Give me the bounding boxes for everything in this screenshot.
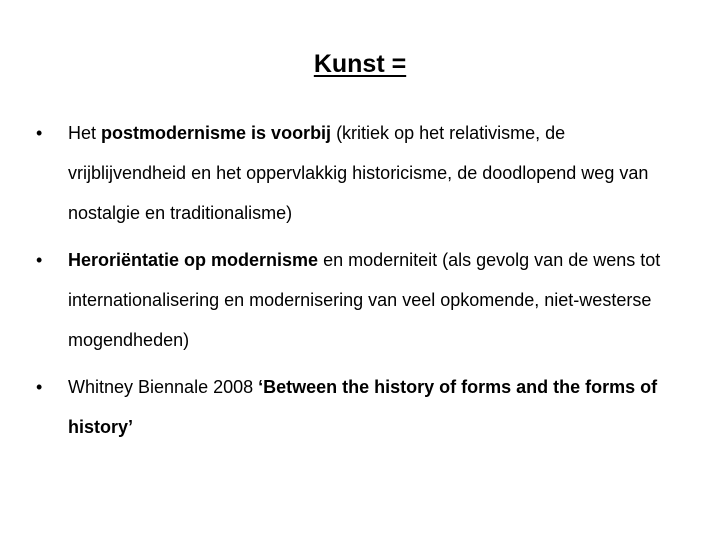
- bullet-text-part: Whitney Biennale 2008: [68, 377, 259, 397]
- bullet-icon: •: [36, 123, 43, 143]
- slide-title: Kunst =: [313, 50, 407, 78]
- bullet-text-part: Het: [68, 123, 102, 143]
- bullet-text: [68, 250, 660, 350]
- bullet-item-postmodernism: [36, 113, 676, 233]
- bullet-text: [68, 123, 648, 223]
- bullet-bold-text: ‘Between the history of forms and the forms of history’: [68, 377, 658, 437]
- bullet-text-part: en moderniteit (als gevolg van de wens tot internationalisering en modernisering van veel opkomende, niet-westerse mogendheden): [68, 250, 661, 350]
- bullet-bold-text: postmodernisme is voorbij: [101, 123, 332, 143]
- bullet-icon: •: [36, 250, 43, 270]
- bullet-list: [36, 113, 676, 454]
- bullet-item-modernism: [36, 240, 676, 360]
- bullet-text: [68, 377, 657, 437]
- bullet-text-part: (kritiek op het relativisme, de vrijblijvendheid en het oppervlakkig historicisme, de doodlopend weg van nostalgie en traditionalisme): [68, 123, 649, 223]
- bullet-bold-text: Heroriëntatie op modernisme: [68, 250, 319, 270]
- bullet-item-whitney-biennale: [36, 367, 676, 447]
- bullet-icon: •: [36, 377, 43, 397]
